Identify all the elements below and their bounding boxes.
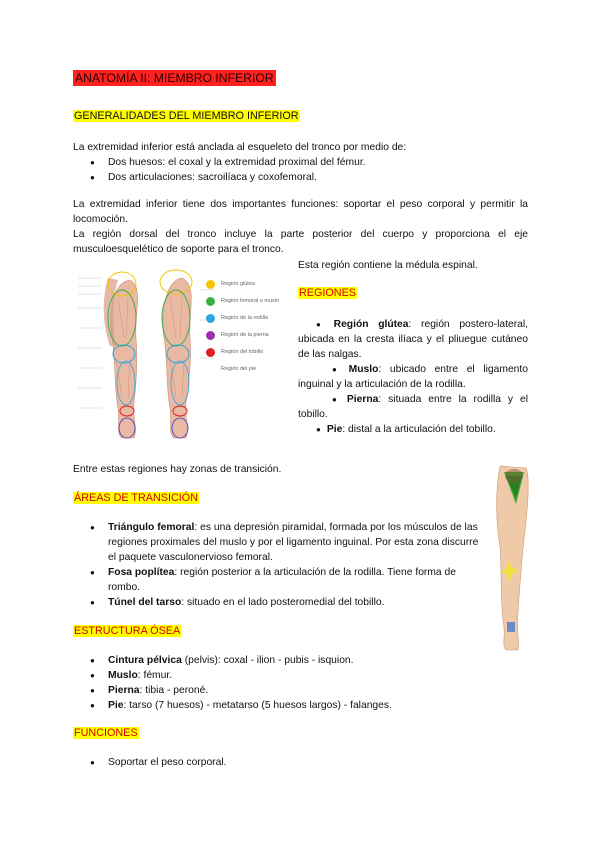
paragraph-functions: La extremidad inferior tiene dos importantes funciones: soportar el peso corporal y permitir la locomoción.: [73, 199, 528, 225]
legend-blank-icon: [206, 365, 215, 374]
estructura-list: [108, 653, 528, 713]
section-heading-estructura: ESTRUCTURA ÓSEA: [74, 625, 181, 637]
list-item: ● Soportar el peso corporal.: [108, 755, 528, 770]
list-item: ● Dos articulaciones: sacroilíaca y coxofemoral.: [108, 170, 528, 185]
leg-transition-figure: [490, 462, 535, 654]
yellow-hexagon-icon: [206, 280, 215, 289]
transicion-list: [108, 520, 480, 610]
page-title: ANATOMÍA II: MIEMBRO INFERIOR: [75, 71, 274, 85]
purple-hexagon-icon: [206, 331, 215, 340]
blue-hexagon-icon: [206, 314, 215, 323]
legend-item: Región del tobillo: [206, 344, 279, 361]
section-heading-regiones: REGIONES: [299, 287, 356, 299]
list-item: ● Pierna: situada entre la rodilla y el tobillo.: [298, 394, 528, 420]
funciones-list: [108, 755, 528, 770]
list-item: ● Pie: distal a la articulación del tobillo.: [316, 424, 496, 435]
list-item: ● Muslo: ubicado entre el ligamento inguinal y la articulación de la rodilla.: [298, 364, 528, 390]
transition-intro: Entre estas regiones hay zonas de transición.: [73, 464, 282, 475]
list-item: ● Fosa poplítea: región posterior a la articulación de la rodilla. Tiene forma de rombo.: [108, 565, 480, 595]
intro-text: La extremidad inferior está anclada al esqueleto del tronco por medio de:: [73, 142, 407, 153]
list-item: ● Pie: tarso (7 huesos) - metatarso (5 huesos largos) - falanges.: [108, 698, 528, 713]
red-hexagon-icon: [206, 348, 215, 357]
section-heading-funciones: FUNCIONES: [74, 727, 138, 739]
legend-item: Región de la rodilla: [206, 310, 279, 327]
list-item: ● Túnel del tarso: situado en el lado posteromedial del tobillo.: [108, 595, 480, 610]
section-heading-transicion: ÁREAS DE TRANSICIÓN: [74, 492, 198, 504]
list-item: ● Cintura pélvica (pelvis): coxal - ilion - pubis - isquion.: [108, 653, 528, 668]
generalidades-list: [108, 155, 528, 185]
regions-legend: [206, 276, 279, 378]
paragraph-medula: Esta región contiene la médula espinal.: [298, 260, 478, 271]
section-heading-generalidades: GENERALIDADES DEL MIEMBRO INFERIOR: [74, 110, 299, 122]
list-item: ● Triángulo femoral: es una depresión piramidal, formada por los músculos de las regiones proximales del muslo y por el ligamento inguinal. Por esta zona discurre el paquete vasculonervioso femoral.: [108, 520, 480, 565]
list-item: ● Región glútea: región postero-lateral, ubicada en la cresta ilíaca y el pliuegue cutáneo de las nalgas.: [298, 319, 528, 360]
green-hexagon-icon: [206, 297, 215, 306]
paragraph-dorsal: La región dorsal del tronco incluye la parte posterior del cuerpo y proporciona el eje musculoesquelético de soporte para el tronco.: [73, 229, 528, 255]
legend-item: Región de la pierna: [206, 327, 279, 344]
leg-transition-illustration: [490, 462, 535, 654]
leg-regions-figure: [72, 268, 282, 444]
legend-item: Región del pie: [206, 361, 279, 378]
legend-item: Región femoral o muslo: [206, 293, 279, 310]
list-item: ● Dos huesos: el coxal y la extremidad proximal del fémur.: [108, 155, 528, 170]
list-item: ● Muslo: fémur.: [108, 668, 528, 683]
list-item: ● Pierna: tibia - peroné.: [108, 683, 528, 698]
legend-item: Región glútea: [206, 276, 279, 293]
regiones-list: [298, 317, 528, 437]
